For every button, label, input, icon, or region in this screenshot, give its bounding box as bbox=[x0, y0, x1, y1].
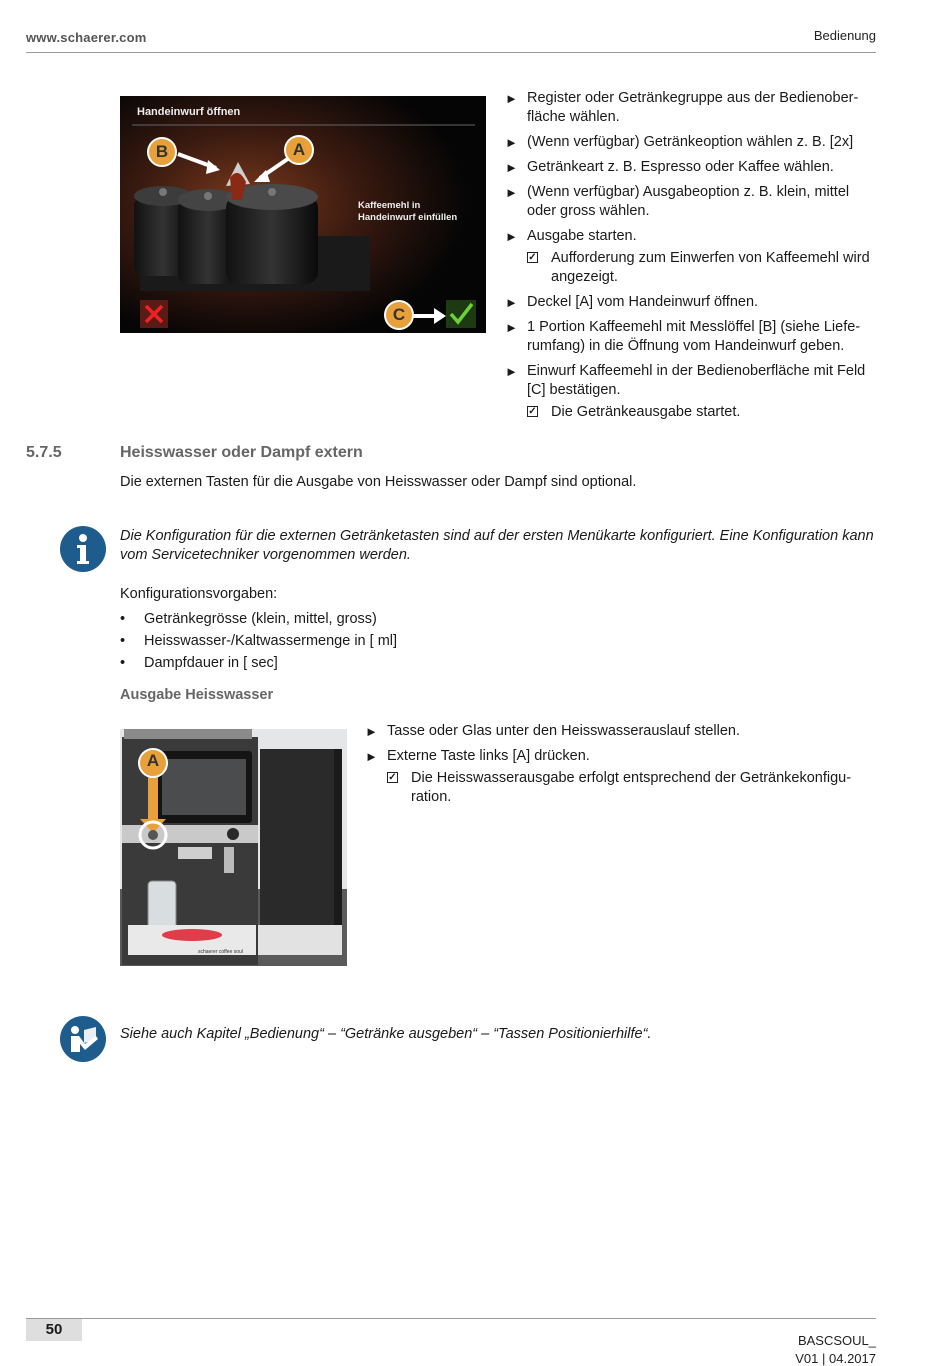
callout-b: B bbox=[155, 142, 169, 161]
steps-heisswasser bbox=[365, 722, 877, 813]
photo-brand: schaerer coffee soul bbox=[198, 949, 243, 955]
section-intro: Die externen Tasten für die Ausgabe von Heisswasser oder Dampf sind optional. bbox=[120, 474, 637, 490]
figure-machine-photo bbox=[120, 729, 347, 966]
footer-rule bbox=[26, 1318, 876, 1319]
config-label: Konfigurationsvorgaben: bbox=[120, 586, 278, 602]
checkbox-icon: ✓ bbox=[528, 406, 537, 417]
callout-a: A bbox=[292, 140, 306, 159]
subheading-heisswasser: Ausgabe Heisswasser bbox=[120, 687, 274, 703]
step-6: ► Deckel [A] vom Handeinwurf öffnen. bbox=[505, 294, 759, 310]
info-note: Die Konfiguration für die externen Getränketasten sind auf der ersten Menükarte konfiguriert. Eine Konfiguration kann vom Servicetechniker vorgenommen werden. bbox=[120, 528, 874, 563]
site-url: www.schaerer.com bbox=[26, 30, 147, 45]
hw-step-2: ► Externe Taste links [A] drücken. bbox=[365, 748, 590, 764]
step-2: ► (Wenn verfügbar) Getränkeoption wählen z. B. [2x] bbox=[505, 134, 854, 150]
page-number: 50 bbox=[26, 1319, 82, 1341]
callout-c: C bbox=[392, 305, 406, 324]
section-number: 5.7.5 bbox=[26, 444, 62, 461]
doc-id: BASCSOUL_ bbox=[797, 1333, 876, 1348]
step-7: ► 1 Portion Kaffeemehl mit Messlöffel [B] (siehe Lieferumfang) in die Öffnung vom Handeinwurf geben. bbox=[505, 319, 861, 354]
step-4: ► (Wenn verfügbar) Ausgabeoption z. B. klein, mittel oder gross wählen. bbox=[505, 184, 850, 219]
header-rule bbox=[26, 52, 876, 53]
screen-caption: Kaffeemehl in Handeinwurf einfüllen bbox=[358, 200, 458, 223]
step-5: ► Ausgabe starten. bbox=[505, 228, 637, 244]
doc-version: V01 | 04.2017 bbox=[795, 1351, 876, 1366]
step-1: ► Register oder Getränkegruppe aus der Bedienoberfläche wählen. bbox=[505, 90, 859, 125]
step-5-result: ✓ Aufforderung zum Einwerfen von Kaffeemehl wird angezeigt. bbox=[528, 250, 870, 285]
step-8-result: ✓ Die Getränkeausgabe startet. bbox=[528, 404, 741, 420]
checkbox-icon: ✓ bbox=[528, 252, 537, 263]
info-icon bbox=[60, 526, 106, 572]
config-item: • Dampfdauer in [ sec] bbox=[120, 655, 278, 671]
hw-step-2-result: ✓ Die Heisswasserausgabe erfolgt entsprechend der Getränkekonfiguration. bbox=[388, 770, 852, 805]
config-item: • Heisswasser-/Kaltwassermenge in [ ml] bbox=[120, 633, 398, 649]
hw-step-1: ► Tasse oder Glas unter den Heisswasserauslauf stellen. bbox=[365, 723, 741, 739]
steps-handeinwurf bbox=[505, 89, 877, 428]
see-also-note: Siehe auch Kapitel „Bedienung“ – “Getränke ausgeben“ – “Tassen Positionierhilfe“. bbox=[120, 1026, 652, 1042]
section-title: Heisswasser oder Dampf extern bbox=[120, 444, 363, 461]
step-8: ► Einwurf Kaffeemehl in der Bedienoberfläche mit Feld [C] bestätigen. bbox=[505, 363, 866, 398]
config-item: • Getränkegrösse (klein, mittel, gross) bbox=[120, 611, 377, 627]
manual-reference-icon bbox=[60, 1016, 106, 1062]
screen-title: Handeinwurf öffnen bbox=[137, 106, 241, 118]
photo-callout-a: A bbox=[146, 751, 160, 770]
step-3: ► Getränkeart z. B. Espresso oder Kaffee wählen. bbox=[505, 159, 834, 175]
figure-handeinwurf-screen bbox=[120, 96, 486, 333]
checkbox-icon: ✓ bbox=[388, 772, 397, 783]
header-section: Bedienung bbox=[813, 28, 876, 43]
